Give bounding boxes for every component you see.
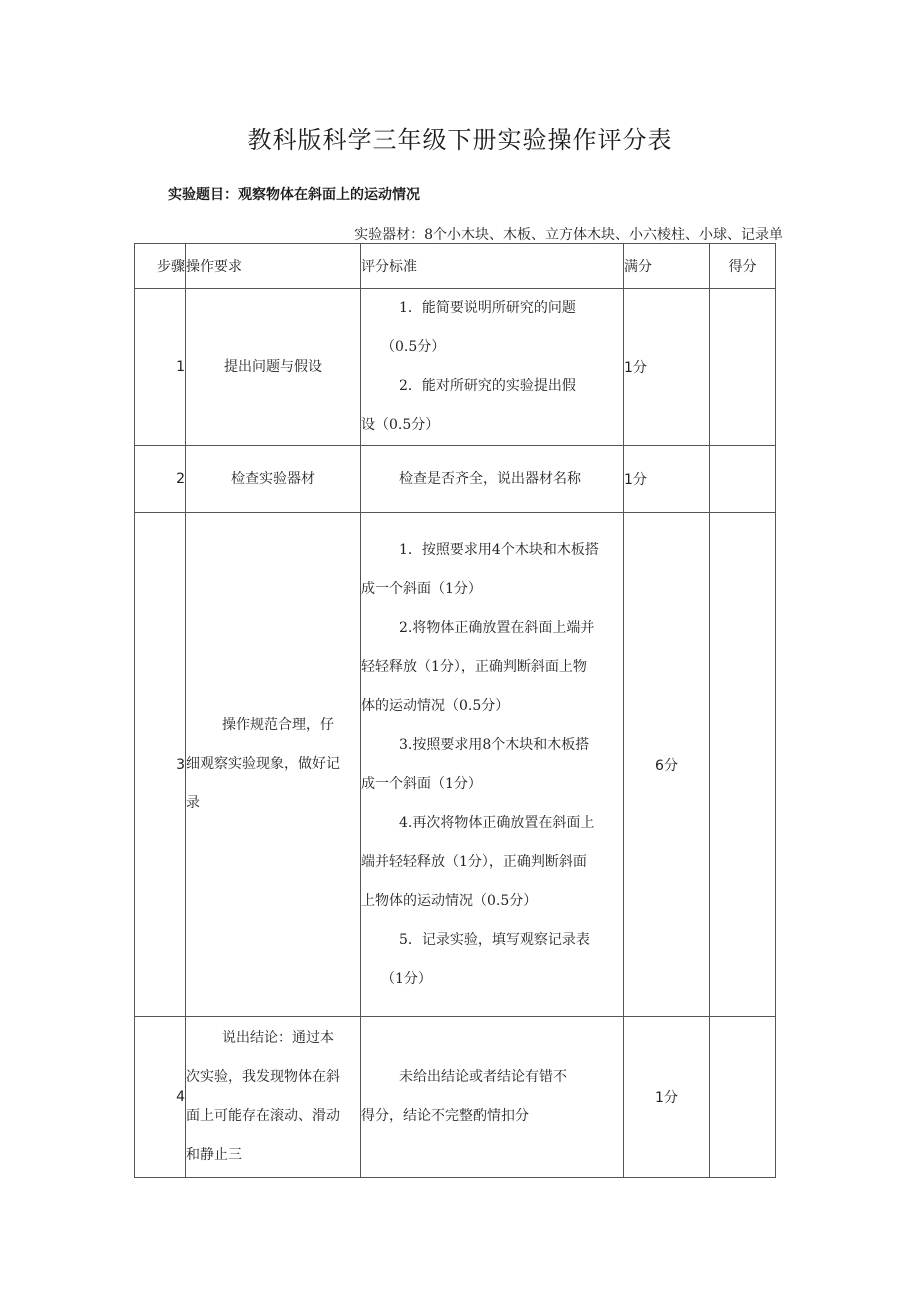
row-score-cell[interactable] <box>710 1017 776 1178</box>
operation-line: 细观察实验现象，做好记 <box>186 756 340 772</box>
row-operation: 提出问题与假设 <box>186 289 361 446</box>
criteria-line: 未给出结论或者结论有错不 <box>399 1069 567 1085</box>
page-title: 教科版科学三年级下册实验操作评分表 <box>247 126 673 154</box>
row-full-score: 6分 <box>624 513 710 1017</box>
header-criteria: 评分标准 <box>361 244 624 289</box>
row-operation <box>186 513 361 1017</box>
criteria-line: （0.5分） <box>381 339 446 355</box>
experiment-materials: 实验器材：8个小木块、木板、立方体木块、小六棱柱、小球、记录单 <box>354 227 783 243</box>
criteria-line: 上物体的运动情况（0.5分） <box>361 892 538 909</box>
row-operation <box>186 1017 361 1178</box>
operation-line: 录 <box>186 795 200 811</box>
table-row <box>135 1017 776 1178</box>
operation-line: 说出结论：通过本 <box>222 1030 334 1046</box>
row-score-cell[interactable] <box>710 446 776 513</box>
criteria-line: 1．按照要求用4个木块和木板搭 <box>399 541 599 558</box>
criteria-line: 成一个斜面（1分） <box>361 775 482 792</box>
criteria-line: 轻轻释放（1分），正确判断斜面上物 <box>361 658 587 675</box>
criteria-line: 2．能对所研究的实验提出假 <box>399 378 576 394</box>
row-step: 3 <box>135 513 186 1017</box>
row-step: 1 <box>135 289 186 446</box>
table-row <box>135 513 776 1017</box>
score-table <box>134 243 776 1178</box>
operation-line: 操作规范合理，仔 <box>222 717 334 733</box>
operation-line: 面上可能存在滚动、滑动 <box>186 1108 340 1124</box>
row-full-score: 1分 <box>624 446 710 513</box>
row-criteria <box>361 1017 624 1178</box>
operation-line: 和静止三 <box>186 1147 242 1163</box>
row-step: 4 <box>135 1017 186 1178</box>
row-criteria <box>361 446 624 513</box>
criteria-line: 得分，结论不完整酌情扣分 <box>361 1108 529 1124</box>
criteria-line: （1分） <box>381 970 432 987</box>
operation-line: 次实验，我发现物体在斜 <box>186 1069 340 1085</box>
row-score-cell[interactable] <box>710 513 776 1017</box>
criteria-line: 体的运动情况（0.5分） <box>361 697 510 714</box>
criteria-line: 3.按照要求用8个木块和木板搭 <box>399 736 590 753</box>
table-row <box>135 289 776 446</box>
row-operation: 检查实验器材 <box>186 446 361 513</box>
table-header-row <box>135 244 776 289</box>
row-score-cell[interactable] <box>710 289 776 446</box>
criteria-line: 2.将物体正确放置在斜面上端并 <box>399 619 595 636</box>
row-criteria <box>361 289 624 446</box>
criteria-line: 检查是否齐全，说出器材名称 <box>399 470 581 487</box>
row-full-score: 1分 <box>624 289 710 446</box>
row-full-score: 1分 <box>624 1017 710 1178</box>
experiment-subject: 实验题目：观察物体在斜面上的运动情况 <box>168 187 420 203</box>
row-step: 2 <box>135 446 186 513</box>
criteria-line: 成一个斜面（1分） <box>361 580 482 597</box>
row-criteria <box>361 513 624 1017</box>
criteria-line: 1．能简要说明所研究的问题 <box>399 300 576 316</box>
header-operation: 操作要求 <box>186 244 361 289</box>
header-score: 得分 <box>710 244 776 289</box>
table-row <box>135 446 776 513</box>
criteria-line: 设（0.5分） <box>361 417 440 433</box>
criteria-line: 5．记录实验，填写观察记录表 <box>399 931 590 948</box>
criteria-line: 端并轻轻释放（1分），正确判断斜面 <box>361 853 587 870</box>
criteria-line: 4.再次将物体正确放置在斜面上 <box>399 814 595 831</box>
header-full-score: 满分 <box>624 244 710 289</box>
header-step: 步骤 <box>135 244 186 289</box>
